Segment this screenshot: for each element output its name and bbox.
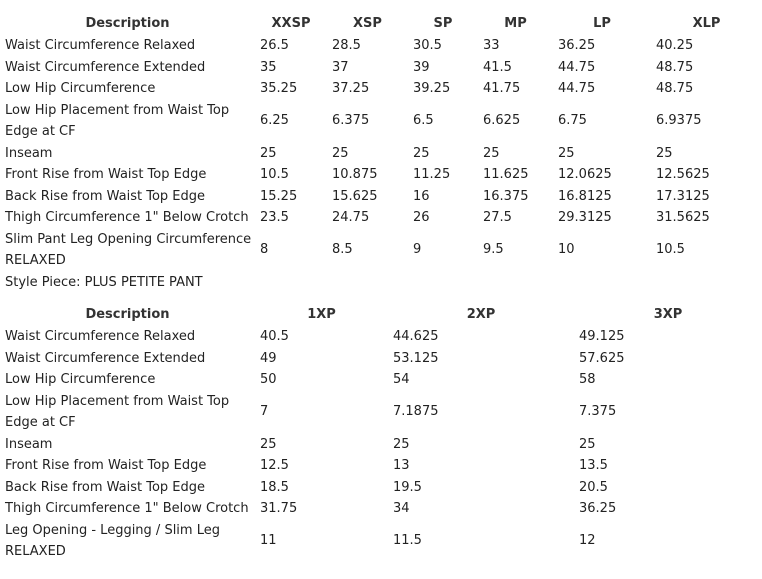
row-description: Waist Circumference Extended (5, 59, 206, 75)
header-description: Description (85, 16, 170, 32)
table-row (0, 455, 762, 477)
measurement-value: 31.75 (260, 501, 298, 516)
measurement-value: 25 (393, 436, 410, 452)
row-description: Low Hip Circumference (5, 81, 156, 96)
table-row (0, 434, 762, 456)
measurement-value: 34 (393, 501, 410, 516)
measurement-value: 6.625 (483, 113, 521, 129)
measurement-value: 11 (260, 533, 277, 549)
header-description: Description (85, 307, 170, 323)
row-description: Back Rise from Waist Top Edge (5, 479, 206, 495)
measurement-value: 23.5 (260, 210, 289, 225)
measurement-value: 13.5 (579, 458, 608, 473)
measurement-value: 40.5 (260, 329, 289, 344)
row-description: Waist Circumference Relaxed (5, 38, 196, 53)
header-size: 3XP (653, 307, 683, 323)
measurement-value: 37.25 (332, 81, 370, 96)
measurement-value: 24.75 (332, 210, 370, 225)
measurement-value: 12.5 (260, 458, 289, 473)
table-row (0, 477, 762, 499)
measurement-value: 25 (656, 145, 673, 161)
table-header-row (0, 304, 762, 326)
header-size: SP (433, 16, 453, 32)
header-size: XLP (692, 16, 721, 32)
measurement-value: 8 (260, 242, 269, 258)
measurement-value: 11.5 (393, 533, 422, 549)
table-row (0, 326, 762, 348)
measurement-value: 57.625 (579, 350, 625, 366)
header-size: 2XP (466, 307, 496, 323)
measurement-value: 39 (413, 59, 430, 75)
measurement-value: 50 (260, 372, 277, 387)
header-size: MP (504, 16, 527, 32)
measurement-value: 9 (413, 242, 422, 258)
measurement-value: 18.5 (260, 479, 289, 495)
table-row (0, 498, 762, 520)
row-description: Back Rise from Waist Top Edge (5, 188, 206, 204)
style-piece-label: Style Piece: PLUS PETITE PANT (5, 275, 203, 290)
measurement-value: 37 (332, 59, 349, 75)
measurement-value: 41.5 (483, 59, 512, 75)
row-description: Inseam (5, 145, 53, 161)
measurement-value: 39.25 (413, 81, 451, 96)
measurement-value: 7.1875 (393, 404, 439, 420)
measurement-value: 41.75 (483, 81, 521, 96)
measurement-value: 48.75 (656, 81, 694, 96)
measurement-value: 44.75 (558, 81, 596, 96)
table-row (0, 100, 762, 143)
measurement-value: 58 (579, 372, 596, 387)
measurement-value: 6.9375 (656, 113, 702, 129)
measurement-value: 31.5625 (656, 210, 710, 225)
measurement-value: 10.875 (332, 167, 378, 182)
row-description: Waist Circumference Relaxed (5, 329, 196, 344)
measurement-value: 10 (558, 242, 575, 258)
measurement-value: 28.5 (332, 38, 361, 53)
measurement-value: 35.25 (260, 81, 298, 96)
measurement-value: 12.5625 (656, 167, 710, 182)
measurement-value: 16 (413, 188, 430, 204)
measurement-value: 29.3125 (558, 210, 612, 225)
measurement-value: 33 (483, 38, 500, 53)
row-description: Waist Circumference Extended (5, 350, 206, 366)
measurement-value: 17.3125 (656, 188, 710, 204)
table-header-row (0, 13, 762, 35)
measurement-value: 25 (260, 436, 277, 452)
measurement-value: 13 (393, 458, 410, 473)
measurement-value: 20.5 (579, 479, 608, 495)
table-row (0, 35, 762, 57)
table-row (0, 348, 762, 370)
row-description: Low Hip Placement from Waist Top Edge at CF (5, 393, 230, 430)
measurement-value: 26.5 (260, 38, 289, 53)
measurement-value: 12.0625 (558, 167, 612, 182)
row-description: Front Rise from Waist Top Edge (5, 167, 207, 182)
header-size: XXSP (271, 16, 311, 32)
header-size: LP (593, 16, 611, 32)
measurement-value: 48.75 (656, 59, 694, 75)
size-chart-table-plus-petite (0, 304, 762, 563)
row-description: Slim Pant Leg Opening Circumference RELAXED (5, 231, 252, 268)
measurement-value: 40.25 (656, 38, 694, 53)
measurement-value: 36.25 (558, 38, 596, 53)
measurement-value: 15.625 (332, 188, 378, 204)
measurement-value: 7 (260, 404, 269, 420)
measurement-value: 25 (260, 145, 277, 161)
measurement-value: 26 (413, 210, 430, 225)
measurement-value: 11.625 (483, 167, 529, 182)
measurement-value: 6.75 (558, 113, 587, 129)
measurement-value: 6.5 (413, 113, 434, 129)
measurement-value: 16.375 (483, 188, 529, 204)
measurement-value: 12 (579, 533, 596, 549)
measurement-value: 25 (413, 145, 430, 161)
measurement-value: 36.25 (579, 501, 617, 516)
table-row (0, 78, 762, 100)
row-description: Thigh Circumference 1" Below Crotch (5, 210, 249, 225)
measurement-value: 30.5 (413, 38, 442, 53)
measurement-value: 25 (483, 145, 500, 161)
table-row (0, 229, 762, 272)
table-row (0, 57, 762, 79)
measurement-value: 35 (260, 59, 277, 75)
measurement-value: 10.5 (260, 167, 289, 182)
measurement-value: 44.625 (393, 329, 439, 344)
measurement-value: 6.375 (332, 113, 370, 129)
measurement-value: 8.5 (332, 242, 353, 258)
measurement-value: 25 (332, 145, 349, 161)
measurement-value: 49.125 (579, 329, 625, 344)
row-description: Low Hip Placement from Waist Top Edge at CF (5, 102, 230, 139)
measurement-value: 44.75 (558, 59, 596, 75)
row-description: Thigh Circumference 1" Below Crotch (5, 501, 249, 516)
measurement-value: 53.125 (393, 350, 439, 366)
row-description: Inseam (5, 436, 53, 452)
row-description: Leg Opening - Legging / Slim Leg RELAXED (5, 522, 220, 559)
table-row (0, 520, 762, 563)
measurement-value: 27.5 (483, 210, 512, 225)
header-size: 1XP (307, 307, 336, 323)
measurement-value: 25 (558, 145, 575, 161)
table-row (0, 369, 762, 391)
table-row (0, 143, 762, 165)
measurement-value: 16.8125 (558, 188, 612, 204)
measurement-value: 10.5 (656, 242, 685, 258)
measurement-value: 25 (579, 436, 596, 452)
header-size: XSP (353, 16, 382, 32)
measurement-value: 49 (260, 350, 277, 366)
measurement-value: 54 (393, 372, 410, 387)
measurement-value: 11.25 (413, 167, 451, 182)
table-row (0, 391, 762, 434)
size-chart-table-petite (0, 13, 762, 272)
measurement-value: 9.5 (483, 242, 504, 258)
measurement-value: 19.5 (393, 479, 422, 495)
table-row (0, 186, 762, 208)
measurement-value: 15.25 (260, 188, 298, 204)
measurement-value: 6.25 (260, 113, 289, 129)
measurement-value: 7.375 (579, 404, 617, 420)
row-description: Front Rise from Waist Top Edge (5, 458, 207, 473)
table-row (0, 164, 762, 186)
table-row (0, 207, 762, 229)
row-description: Low Hip Circumference (5, 372, 156, 387)
